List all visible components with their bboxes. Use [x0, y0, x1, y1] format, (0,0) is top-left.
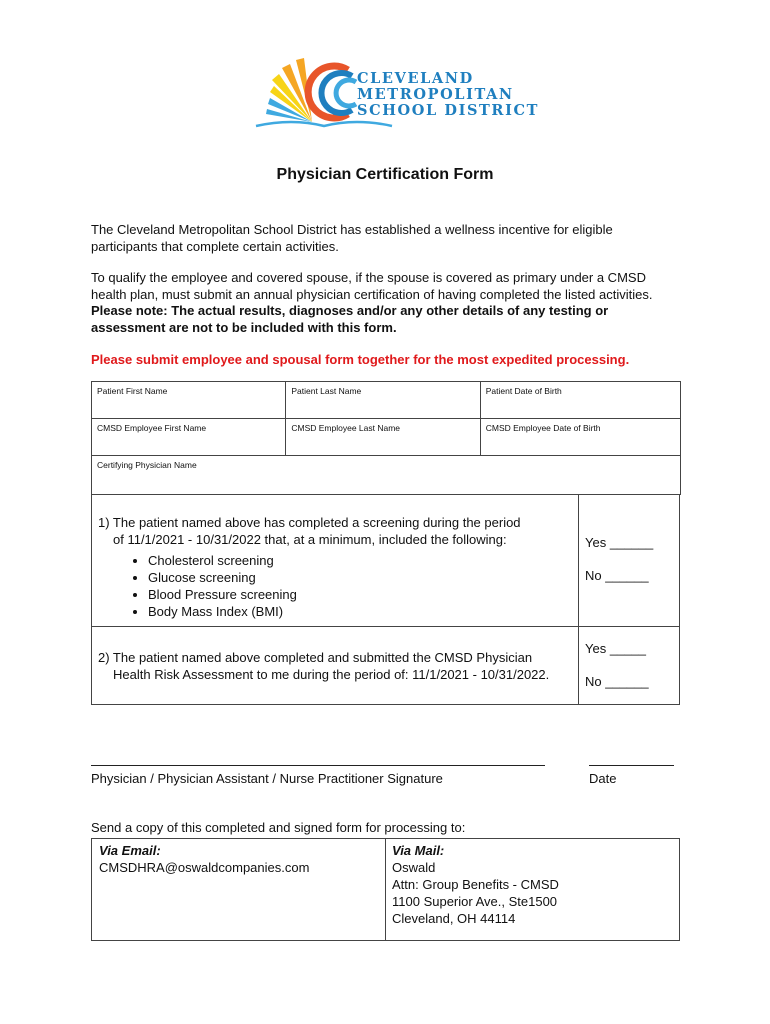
question-2-line-2: Health Risk Assessment to me during the period of: 11/1/2021 - 10/31/2022.	[113, 667, 550, 682]
list-item: • Blood Pressure screening	[148, 586, 574, 603]
mail-line: Oswald	[392, 860, 436, 875]
list-item: • Cholesterol screening	[148, 552, 574, 569]
question-1-line-1: 1) The patient named above has completed a screening during the period	[98, 515, 521, 530]
signature-line[interactable]	[91, 765, 545, 766]
question-1-yes[interactable]: Yes ______	[585, 535, 654, 550]
email-header: Via Email:	[99, 843, 161, 858]
mail-line: Cleveland, OH 44114	[392, 911, 516, 926]
mail-header: Via Mail:	[392, 843, 445, 858]
send-column-divider	[385, 839, 386, 940]
question-2-line-1: 2) The patient named above completed and submitted the CMSD Physician	[98, 650, 533, 665]
certifying-physician-field[interactable]: Certifying Physician Name	[92, 456, 681, 495]
signature-label: Physician / Physician Assistant / Nurse Practitioner Signature	[91, 771, 443, 786]
intro-paragraph-1: The Cleveland Metropolitan School District has established a wellness incentive for eligible participants that complete certain activities.	[91, 222, 613, 254]
intro-paragraph-2	[91, 270, 681, 336]
list-item: • Glucose screening	[148, 569, 574, 586]
question-column-divider	[578, 495, 579, 704]
form-title: Physician Certification Form	[276, 166, 494, 183]
patient-dob-field[interactable]: Patient Date of Birth	[480, 382, 680, 419]
list-item: • Body Mass Index (BMI)	[148, 603, 574, 620]
patient-info-table	[91, 381, 681, 495]
email-column	[99, 842, 309, 876]
patient-last-name-field[interactable]: Patient Last Name	[286, 382, 480, 419]
question-1-line-2: of 11/1/2021 - 10/31/2022 that, at a minimum, included the following:	[113, 532, 507, 547]
question-2-yes[interactable]: Yes _____	[585, 641, 646, 656]
screening-list	[98, 552, 574, 620]
mail-line: 1100 Superior Ave., Ste1500	[392, 894, 558, 909]
employee-first-name-field[interactable]: CMSD Employee First Name	[92, 419, 286, 456]
red-notice: Please submit employee and spousal form together for the most expedited processing.	[91, 352, 630, 367]
date-line[interactable]	[589, 765, 674, 766]
employee-dob-field[interactable]: CMSD Employee Date of Birth	[480, 419, 680, 456]
question-1	[98, 514, 574, 620]
logo-line-3: SCHOOL DISTRICT	[357, 102, 539, 119]
send-box	[91, 838, 680, 941]
mail-line: Attn: Group Benefits - CMSD	[392, 877, 559, 892]
question-2	[98, 649, 578, 683]
questions-box	[91, 494, 680, 705]
question-1-no[interactable]: No ______	[585, 568, 649, 583]
question-2-no[interactable]: No ______	[585, 674, 649, 689]
mail-column	[392, 842, 559, 927]
email-address[interactable]: CMSDHRA@oswaldcompanies.com	[99, 860, 310, 875]
date-label: Date	[589, 771, 617, 786]
intro-paragraph-2-bold: Please note: The actual results, diagnoses and/or any other details of any testing or assessment are not to be included with this form.	[91, 303, 609, 335]
intro-paragraph-2-text: To qualify the employee and covered spouse, if the spouse is covered as primary under a CMSD health plan, must submit an annual physician certification of having completed the listed activities.	[91, 270, 653, 302]
logo-line-1: CLEVELAND	[357, 70, 474, 87]
employee-last-name-field[interactable]: CMSD Employee Last Name	[286, 419, 480, 456]
logo-line-2: METROPOLITAN	[357, 86, 514, 103]
patient-first-name-field[interactable]: Patient First Name	[92, 382, 286, 419]
send-intro: Send a copy of this completed and signed form for processing to:	[91, 820, 466, 835]
question-row-divider	[92, 626, 679, 627]
